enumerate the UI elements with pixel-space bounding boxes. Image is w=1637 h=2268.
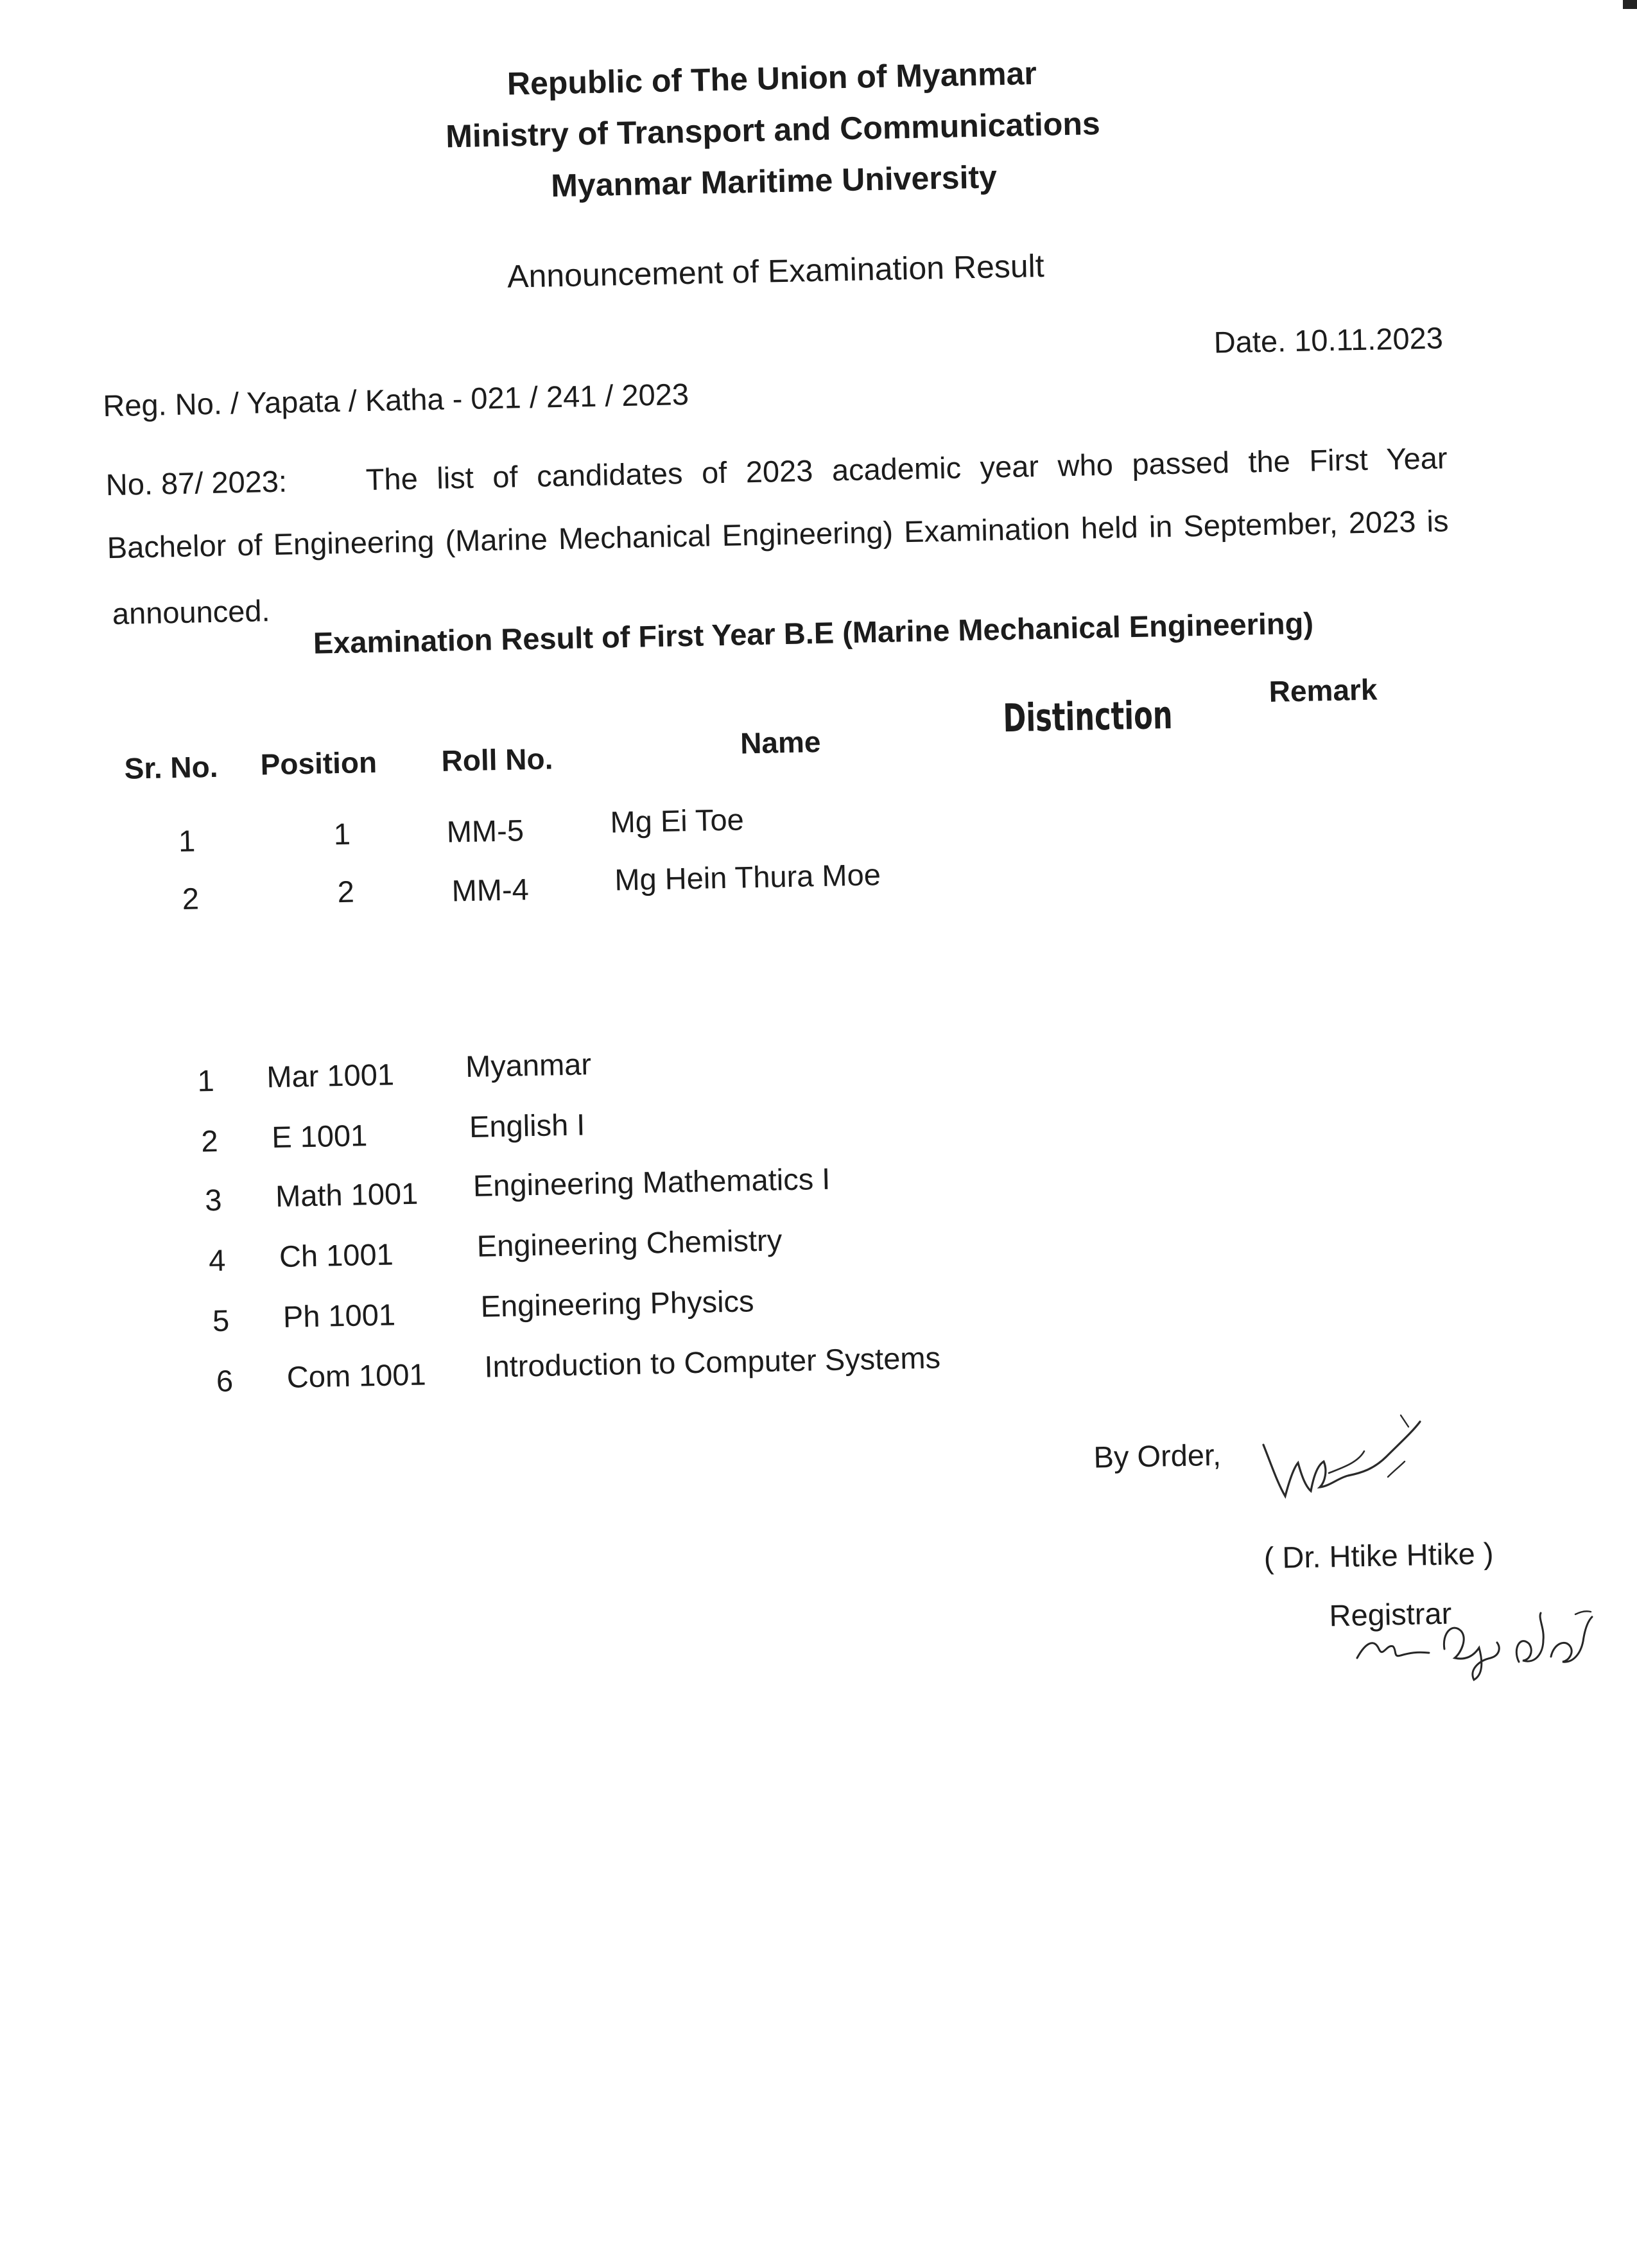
row-name: Mg Ei Toe [610, 802, 745, 839]
subject-code: Ph 1001 [282, 1297, 396, 1334]
row-roll: MM-4 [451, 872, 530, 908]
subject-no: 4 [208, 1243, 226, 1278]
subject-title: Engineering Chemistry [476, 1223, 783, 1263]
signatory-title: Registrar [1329, 1596, 1452, 1633]
subject-no: 3 [204, 1182, 222, 1217]
result-title: Examination Result of First Year B.E (Marine Mechanical Engineering) [313, 606, 1314, 660]
header-university: Myanmar Maritime University [550, 159, 998, 204]
subject-no: 2 [200, 1123, 219, 1158]
subject-code: Math 1001 [275, 1176, 419, 1214]
notice-number: No. 87/ 2023: [105, 464, 288, 502]
by-order: By Order, [1093, 1437, 1222, 1474]
reg-number: Reg. No. / Yapata / Katha - 021 / 241 / 2023 [102, 376, 689, 423]
document-date: Date. 10.11.2023 [1213, 320, 1444, 360]
handwritten-signature [1252, 1406, 1432, 1515]
handwritten-annotation [1348, 1599, 1605, 1689]
col-header-position: Position [260, 745, 377, 781]
subject-no: 1 [196, 1063, 215, 1098]
subject-title: Engineering Physics [480, 1284, 754, 1323]
body-line-2: Bachelor of Engineering (Marine Mechanical Engineering) Examination held in September, 2023 is [107, 503, 1449, 565]
row-position: 1 [333, 816, 351, 851]
subject-no: 6 [216, 1363, 234, 1399]
row-roll: MM-5 [446, 813, 524, 849]
signatory-name: ( Dr. Htike Htike ) [1263, 1536, 1494, 1575]
row-name: Mg Hein Thura Moe [614, 857, 881, 897]
col-header-name: Name [740, 724, 821, 760]
subject-title: Myanmar [465, 1047, 592, 1084]
subject-title: Introduction to Computer Systems [484, 1340, 941, 1384]
header-ministry: Ministry of Transport and Communications [445, 105, 1101, 155]
col-header-remark: Remark [1269, 672, 1378, 708]
subject-title: English I [469, 1107, 585, 1144]
row-position: 2 [337, 874, 355, 909]
scan-edge-mark [1623, 0, 1637, 9]
subject-code: Mar 1001 [266, 1057, 395, 1094]
subject-code: Ch 1001 [279, 1237, 394, 1274]
header-country: Republic of The Union of Myanmar [507, 55, 1037, 102]
row-sr: 1 [178, 823, 196, 859]
col-header-roll-no: Roll No. [441, 742, 553, 778]
subject-no: 5 [212, 1303, 230, 1338]
body-line-1: The list of candidates of 2023 academic year who passed the First Year [365, 441, 1448, 497]
body-line-3: announced. [112, 593, 271, 631]
row-sr: 2 [182, 881, 200, 916]
subject-title: Engineering Mathematics I [472, 1161, 831, 1203]
col-header-distinction: Distinction [1002, 692, 1174, 742]
col-header-sr-no: Sr. No. [124, 749, 218, 785]
subject-code: Com 1001 [286, 1357, 427, 1394]
subject-code: E 1001 [271, 1118, 368, 1155]
announcement-title: Announcement of Examination Result [507, 247, 1045, 295]
